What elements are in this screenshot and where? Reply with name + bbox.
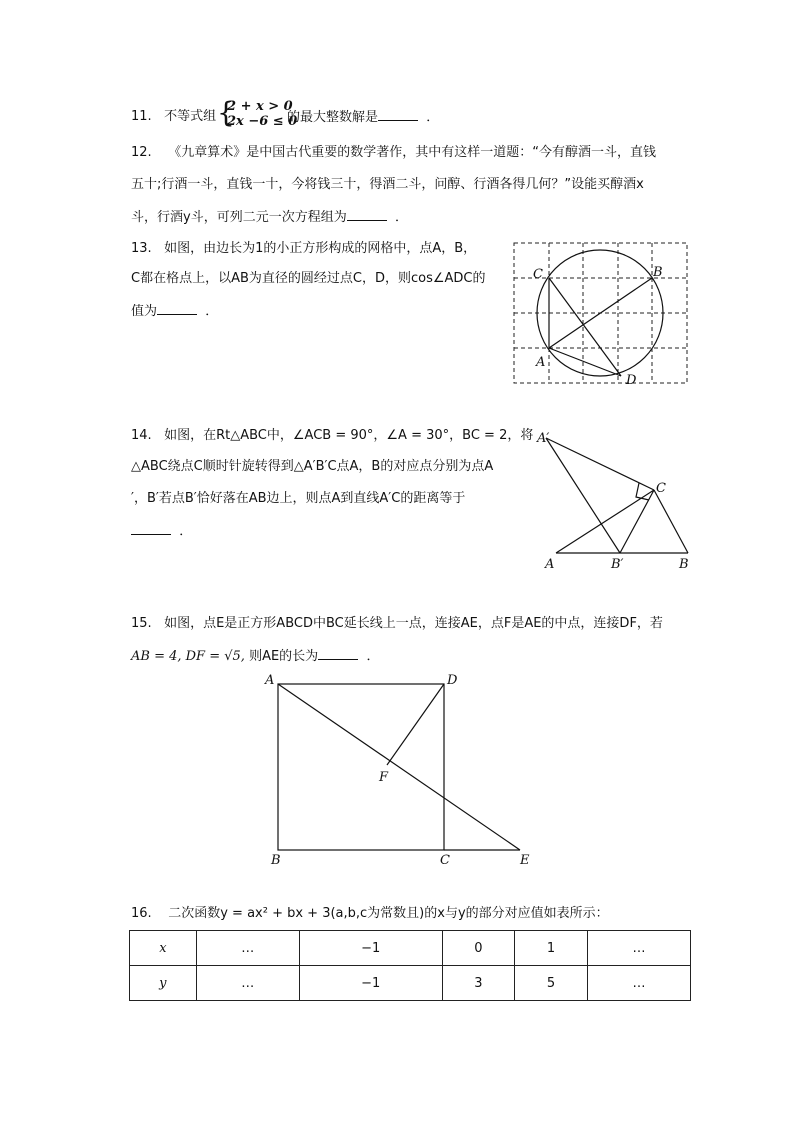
q12-line-1 [131, 144, 656, 162]
table-cell: … [587, 931, 690, 966]
q14-end: ． [179, 524, 193, 539]
q15-text-1: 如图，点E是正方形ABCD中BC延长线上一点，连接AE，点F是AE的中点，连接DF，若 [164, 616, 663, 631]
q16-text: 二次函数y = ax² + bx + 3(a,b,c为常数且)的x与y的部分对应值如表所示： [168, 906, 609, 921]
q13-end: ． [205, 304, 219, 319]
q13-label-D: D [626, 373, 637, 388]
table-cell: 1 [515, 931, 588, 966]
q13-label-C: C [533, 267, 543, 282]
q11-suffix-line [287, 108, 439, 127]
q15-number: 15. [131, 616, 152, 631]
q13-label-B: B [653, 265, 663, 280]
q15-label-B: B [271, 853, 281, 868]
q16-value-table [129, 930, 691, 1001]
q13-line-2: C都在格点上，以AB为直径的圆经过点C，D，则cos∠ADC的 [131, 271, 486, 286]
q12-number: 12. [131, 145, 152, 160]
q15-label-A: A [265, 673, 275, 688]
q11-inequality-2: 2x −6 ≤ 0 [227, 114, 298, 129]
q14-rotation-figure [534, 428, 704, 576]
q14-segment-CB [654, 490, 688, 553]
q13-answer-blank[interactable] [157, 302, 197, 315]
q14-text-1: 如图，在Rt△ABC中，∠ACB = 90°，∠A = 30°，BC = 2，将 [164, 428, 534, 443]
q15-label-D: D [447, 673, 458, 688]
q12-line-3 [131, 208, 408, 227]
table-header-x: x [130, 931, 197, 966]
q16-number: 16. [131, 906, 152, 921]
table-cell: … [196, 931, 299, 966]
q11-number: 11. [131, 109, 152, 124]
q13-text-3: 值为 [131, 304, 158, 319]
q11 [131, 108, 216, 126]
q14-label-A1: A′ [537, 431, 550, 446]
q15-label-C: C [440, 853, 450, 868]
q13-line-1 [131, 240, 476, 258]
q15-segment-DF [387, 684, 444, 765]
q13-label-A: A [536, 355, 546, 370]
q14-label-B1: B′ [611, 557, 624, 572]
q15-label-E: E [520, 853, 530, 868]
q15-given: AB = 4, DF = √5, [131, 649, 245, 664]
table-cell: −1 [299, 931, 442, 966]
table-cell: 3 [442, 966, 515, 1001]
q14-answer-blank[interactable] [131, 522, 171, 535]
q16-line [131, 905, 609, 923]
q13-line-3 [131, 302, 218, 321]
table-row [130, 931, 691, 966]
q14-line-3: ′，B′若点B′恰好落在AB边上，则点A到直线A′C的距离等于 [131, 491, 466, 506]
q15-label-F: F [379, 770, 389, 785]
q11-prefix: 不等式组 [164, 109, 217, 124]
q14-label-A: A [545, 557, 555, 572]
q12-text-1: 《九章算术》是中国古代重要的数学著作，其中有这样一道题：“今有醇酒一斗，直钱 [168, 145, 656, 160]
q15-line-2 [131, 647, 379, 666]
q15-end: ． [366, 649, 380, 664]
q11-system-brace: { [217, 96, 235, 129]
q11-inequality-1: 2 + x > 0 [227, 99, 293, 114]
q11-suffix: 的最大整数解是 [287, 110, 379, 125]
q11-end: ． [426, 110, 440, 125]
q14-line-1 [131, 427, 533, 445]
q15-line-1 [131, 615, 663, 633]
table-cell: −1 [299, 966, 442, 1001]
table-cell: 5 [515, 966, 588, 1001]
q14-line-4 [131, 522, 192, 541]
q14-label-B: B [679, 557, 689, 572]
q13-number: 13. [131, 241, 152, 256]
q13-text-1: 如图，由边长为1的小正方形构成的网格中，点A，B， [164, 241, 477, 256]
q14-number: 14. [131, 428, 152, 443]
q14-line-2: △ABC绕点C顺时针旋转得到△A′B′C点A，B的对应点分别为点A [131, 459, 494, 474]
table-cell: … [196, 966, 299, 1001]
q15-square-ABCD [278, 684, 444, 850]
q15-answer-blank[interactable] [318, 647, 358, 660]
table-cell: … [587, 966, 690, 1001]
q14-label-C: C [656, 481, 666, 496]
q12-answer-blank[interactable] [347, 208, 387, 221]
table-row [130, 966, 691, 1001]
q11-answer-blank[interactable] [378, 108, 418, 121]
q15-square-figure [258, 668, 538, 868]
q14-segment-AC [556, 490, 654, 553]
table-header-y: y [130, 966, 197, 1001]
q12-end: ． [394, 210, 408, 225]
q12-text-3: 斗，行酒y斗，可列二元一次方程组为 [131, 210, 347, 225]
q15-segment-AE [278, 684, 520, 850]
q13-grid-figure [505, 240, 695, 390]
q15-question: 则AE的长为 [249, 649, 319, 664]
table-cell: 0 [442, 931, 515, 966]
q12-line-2: 五十;行酒一斗，直钱一十，今将钱三十，得酒二斗，问醇、行酒各得几何？”设能买醇酒x [131, 177, 644, 192]
